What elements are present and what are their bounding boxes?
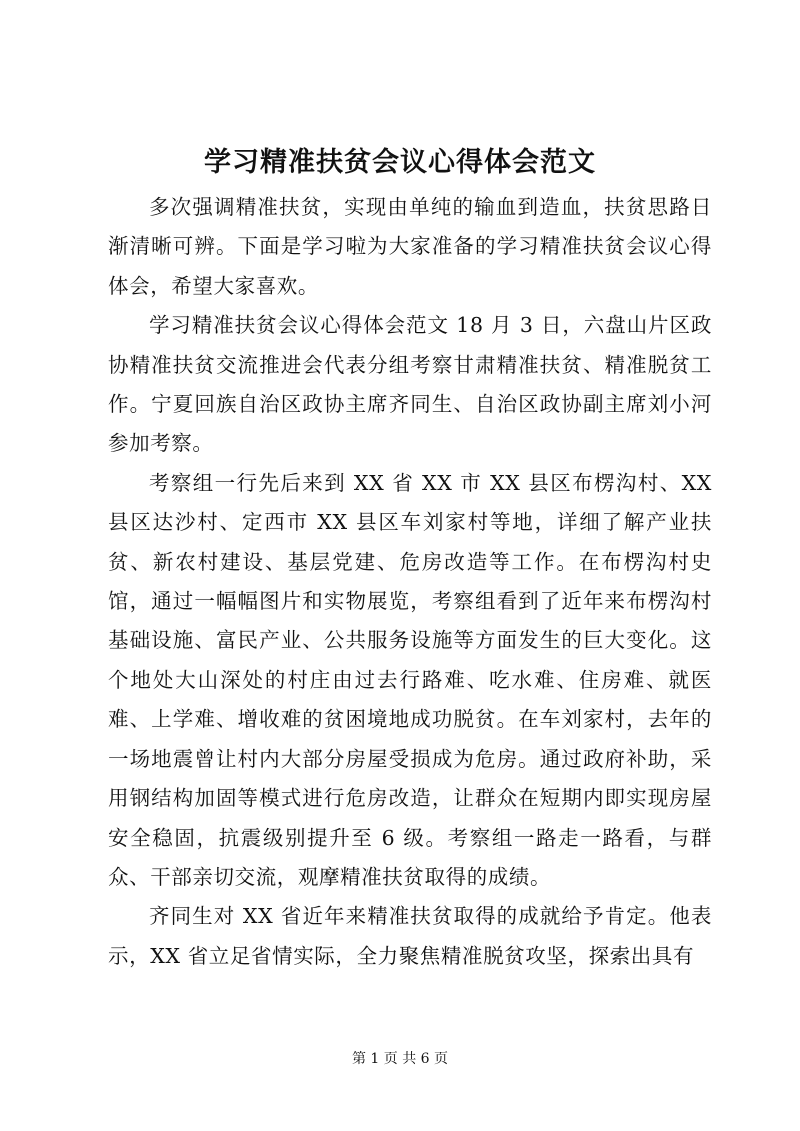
page-number-footer: 第 1 页 共 6 页 xyxy=(351,1051,449,1067)
paragraph-inspection-details: 考察组一行先后来到 XX 省 XX 市 XX 县区布楞沟村、XX 县区达沙村、定西市 XX 县区车刘家村等地，详细了解产业扶贫、新农村建设、基层党建、危房改造等工作。在布楞沟村史馆，通过一幅幅图片和实物展览，考察组看到了近年来布楞沟村基础设施、富民产业、公共服务设施等方面发生的巨大变化。这个地处大山深处的村庄由过去行路难、吃水难、住房难、就医难、上学难、增收难的贫困境地成功脱贫。在车刘家村，去年的一场地震曾让村内大部分房屋受损成为危房。通过政府补助，采用钢结构加固等模式进行危房改造，让群众在短期内即实现房屋安全稳固，抗震级别提升至 6 级。考察组一路走一路看，与群众、干部亲切交流，观摩精准扶贫取得的成绩。 xyxy=(108,470,712,889)
document-title: 学习精准扶贫会议心得体会范文 xyxy=(204,147,596,178)
document-body xyxy=(108,188,712,976)
paragraph-remarks: 齐同生对 XX 省近年来精准扶贫取得的成就给予肯定。他表示，XX 省立足省情实际，全力聚焦精准脱贫攻坚，探索出具有 xyxy=(108,904,712,968)
paragraph-intro: 多次强调精准扶贫，实现由单纯的输血到造血，扶贫思路日渐清晰可辨。下面是学习啦为大家准备的学习精准扶贫会议心得体会，希望大家喜欢。 xyxy=(108,195,712,298)
paragraph-inspection-overview: 学习精准扶贫会议心得体会范文 18 月 3 日，六盘山片区政协精准扶贫交流推进会代表分组考察甘肃精准扶贫、精准脱贫工作。宁夏回族自治区政协主席齐同生、自治区政协副主席刘小河参加考察。 xyxy=(108,313,712,456)
